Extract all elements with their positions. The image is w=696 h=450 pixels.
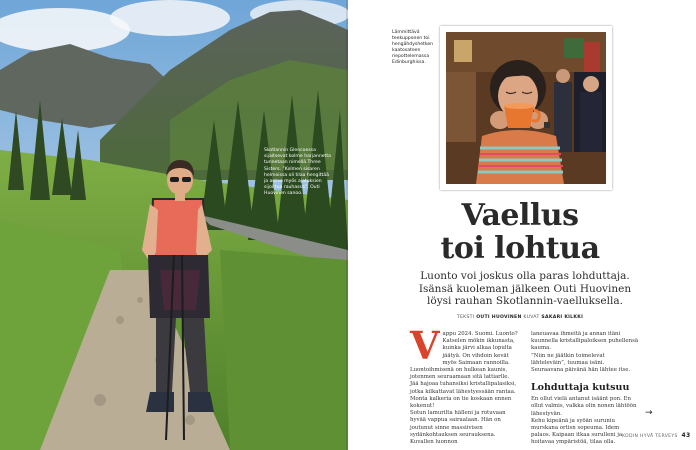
headline-line-2: toi lohtua bbox=[440, 231, 600, 266]
inset-photo-caption: Lämmittävä teekupponen toi hengähdyshetken kaatosateen riepottelemassa Edinburghissa. bbox=[392, 30, 434, 65]
body-column-1 bbox=[410, 323, 518, 446]
paragraph-text: appu 2024. Suomi. Luonto? Katselen mökin ikkunasta, kuinka järvi alkaa lopulta jäätyä. On vihdoin kevät myös Saimaan rannoilla. bbox=[442, 331, 518, 366]
page-number: 43 bbox=[681, 432, 691, 439]
continue-arrow-icon: → bbox=[645, 408, 653, 418]
article-lead: Luonto voi joskus olla paras lohduttaja. Isänsä kuoleman jälkeen Outi Huovinen löysi rauhan Skotlannin-vaelluksella. bbox=[418, 270, 632, 307]
body-paragraph bbox=[410, 323, 518, 368]
left-photo-caption: Skotlannin Glencoessa sijaitsevat kolme harjannetta tunnetaan nimellä Three Sisters. ”Kolmen sisaren helmoissa oli tilaa hengittää ja antaa myös ajatuksien sijoittua rauhassa”, Outi Huovinen sanoo. bbox=[264, 148, 331, 197]
body-paragraph: laneuavaa ihmeitä ja annan itäni kuunnella kristallipaloiksen puhellensä kauma. bbox=[531, 331, 639, 352]
page-folio bbox=[622, 432, 690, 439]
body-column-2 bbox=[531, 331, 639, 447]
body-paragraph: En ollut vielä antanut isäänt pon. En ollut valmis, valkka olin nonen lähtöön lähestyvän. bbox=[531, 396, 637, 417]
byline-text-author: OUTI HUOVINEN bbox=[476, 315, 522, 320]
section-subhead: Lohduttaja kutsuu bbox=[531, 382, 630, 394]
byline-text-label: TEKSTI bbox=[456, 315, 475, 320]
body-paragraph: ”Niin ne jäätkin toimelevat lähteleväin”, tuumaa isäni. bbox=[531, 352, 605, 366]
body-paragraph: Seuraavana päivänä hän lähtee itse. bbox=[531, 367, 631, 374]
woman-drinking-tea-illustration bbox=[446, 32, 606, 184]
inset-photo-frame bbox=[440, 26, 612, 190]
byline-photo-label: KUVAT bbox=[523, 315, 540, 320]
byline-photo-author: SAKARI KILKKI bbox=[541, 315, 584, 320]
headline-line-1: Vaellus bbox=[461, 198, 579, 233]
drop-cap: V bbox=[410, 323, 440, 368]
body-paragraph: Luontoihmisenä on hulkean kaunis, jotenmen seuraamaan sitä lattiarlle. Jää hajoaa tuhansiksi kristallipalasiksi, jotka kilkattavat lähestyessään rantaa. Monta kalkeria on tie koskaan ennen kokenut! bbox=[410, 367, 517, 410]
folio-label: KODIN HYVÄ TERVEYS bbox=[622, 434, 678, 439]
body-paragraph: Sotun lamurilta hälleni ja rotuvaan hyvää vappua sairaalaan. Hän on joutunut sinne massiivisen sydänkohtauksen seurauksena. Kuvallen luonnon bbox=[410, 410, 506, 446]
body-paragraph: Kehu kipeänä ja syöän suruniu murskana ortisn sopeuma. Idem palaos. Kaipaan itkaa surulleni ja hoitavaa ympäristöä, tilaa olla. bbox=[531, 417, 623, 446]
article-page bbox=[348, 0, 696, 450]
byline bbox=[388, 315, 652, 320]
article-headline bbox=[388, 199, 652, 265]
